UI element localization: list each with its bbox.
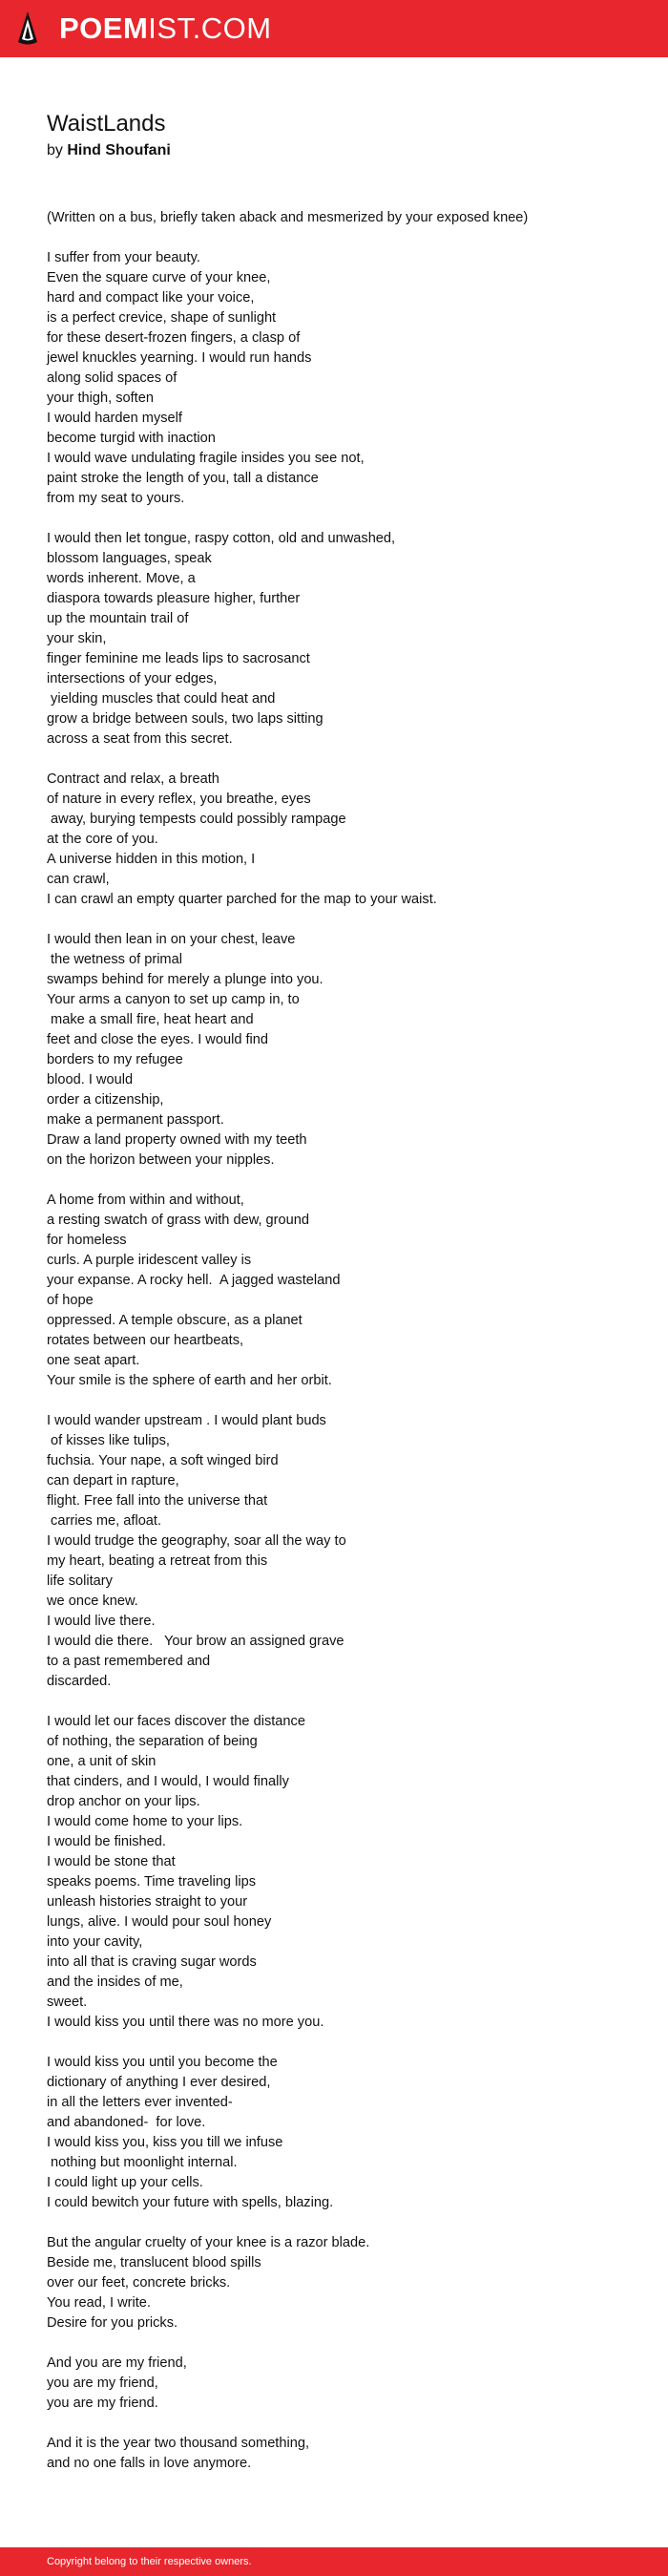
poem-line: of hope: [47, 1293, 94, 1308]
poem-line: (Written on a bus, briefly taken aback and mesmerized by your exposed knee): [47, 210, 529, 225]
poem-stanza: [47, 208, 648, 228]
poem-line: blossom languages, speak: [47, 551, 212, 566]
poem-stanza: [47, 2354, 648, 2414]
poem-stanza: [47, 248, 648, 509]
poem-line: of nothing, the separation of being: [47, 1734, 258, 1749]
poem-stanza: [47, 2434, 648, 2474]
poem-line: on the horizon between your nipples.: [47, 1152, 275, 1168]
poem-line: I would then lean in on your chest, leave: [47, 932, 296, 947]
poem-line: the wetness of primal: [47, 952, 182, 967]
poem-line: I would kiss you until there was no more you.: [47, 2015, 324, 2030]
poem-line: And it is the year two thousand something,: [47, 2436, 310, 2451]
poem-line: I would die there. Your brow an assigned grave: [47, 1634, 344, 1649]
poem-line: a resting swatch of grass with dew, ground: [47, 1213, 309, 1228]
poem-line: diaspora towards pleasure higher, further: [47, 591, 301, 606]
poem-line: to a past remembered and: [47, 1654, 211, 1669]
pen-nib-icon[interactable]: [16, 11, 39, 49]
poem-line: feet and close the eyes. I would find: [47, 1032, 269, 1047]
poem-line: intersections of your edges,: [47, 671, 218, 686]
poem-line: from my seat to yours.: [47, 491, 185, 506]
poem-body: [47, 208, 648, 2494]
poem-line: sweet.: [47, 1995, 88, 2010]
poem-line: away, burying tempests could possibly rampage: [47, 812, 346, 827]
poem-line: of nature in every reflex, you breathe, eyes: [47, 792, 311, 807]
author-link[interactable]: Hind Shoufani: [67, 142, 171, 158]
poem-line: make a permanent passport.: [47, 1112, 224, 1128]
poem-line: swamps behind for merely a plunge into you.: [47, 972, 324, 987]
poem-line: Desire for you pricks.: [47, 2315, 178, 2331]
poem-line: fuchsia. Your nape, a soft winged bird: [47, 1453, 279, 1468]
poem-line: flight. Free fall into the universe that: [47, 1493, 268, 1509]
poem-line: Your smile is the sphere of earth and her orbit.: [47, 1373, 332, 1388]
poem-line: into all that is craving sugar words: [47, 1954, 257, 1970]
poem-line: I would kiss you, kiss you till we infuse: [47, 2135, 283, 2150]
poem-stanza: [47, 1191, 648, 1391]
poem-line: rotates between our heartbeats,: [47, 1333, 244, 1348]
poem-line: A universe hidden in this motion, I: [47, 852, 256, 867]
poem-line: and abandoned- for love.: [47, 2115, 206, 2130]
poem-line: we once knew.: [47, 1594, 138, 1609]
poem-line: over our feet, concrete bricks.: [47, 2275, 231, 2291]
poem-line: become turgid with inaction: [47, 431, 216, 446]
poem-line: I would be finished.: [47, 1834, 166, 1849]
poem-line: Even the square curve of your knee,: [47, 270, 271, 285]
poem-line: I would live there.: [47, 1614, 156, 1629]
poem-line: you are my friend.: [47, 2396, 158, 2411]
poem-line: blood. I would: [47, 1072, 134, 1087]
poem-line: of kisses like tulips,: [47, 1433, 170, 1448]
poem-line: dictionary of anything I ever desired,: [47, 2075, 271, 2090]
byline: [47, 141, 171, 160]
poem-line: I would come home to your lips.: [47, 1814, 243, 1829]
poem-line: Draw a land property owned with my teeth: [47, 1132, 307, 1148]
poem-line: along solid spaces of: [47, 370, 177, 386]
poem-line: I would trudge the geography, soar all the way to: [47, 1533, 346, 1549]
poem-line: make a small fire, heat heart and: [47, 1012, 254, 1027]
poem-line: into your cavity,: [47, 1934, 143, 1950]
poem-line: your thigh, soften: [47, 391, 154, 406]
site-footer: [0, 2547, 668, 2576]
poem-line: grow a bridge between souls, two laps sitting: [47, 711, 324, 727]
poem-line: I would harden myself: [47, 411, 182, 426]
poem-line: drop anchor on your lips.: [47, 1794, 200, 1809]
poem-line: jewel knuckles yearning. I would run hands: [47, 350, 312, 366]
poem-line: and no one falls in love anymore.: [47, 2456, 252, 2471]
poem-line: I would let our faces discover the distance: [47, 1714, 305, 1729]
poem-line: And you are my friend,: [47, 2355, 187, 2371]
poem-line: one, a unit of skin: [47, 1754, 157, 1769]
copyright-text: Copyright belong to their respective owners.: [47, 2556, 252, 2567]
poem-line: But the angular cruelty of your knee is a razor blade.: [47, 2235, 370, 2250]
poem-line: one seat apart.: [47, 1353, 140, 1368]
poem-line: words inherent. Move, a: [47, 571, 196, 586]
poem-stanza: [47, 770, 648, 910]
poem-line: speaks poems. Time traveling lips: [47, 1874, 256, 1890]
poem-line: A home from within and without,: [47, 1193, 244, 1208]
poem-line: and the insides of me,: [47, 1974, 183, 1990]
poem-stanza: [47, 930, 648, 1171]
poem-line: yielding muscles that could heat and: [47, 691, 276, 707]
logo-light-text: IST.COM: [148, 11, 272, 45]
poem-line: for homeless: [47, 1233, 127, 1248]
poem-line: I can crawl an empty quarter parched for the map to your waist.: [47, 892, 437, 907]
poem-line: can depart in rapture,: [47, 1473, 179, 1489]
poem-line: your expanse. A rocky hell. A jagged wasteland: [47, 1273, 341, 1288]
logo-bold-text: POEM: [59, 11, 149, 45]
poem-line: You read, I write.: [47, 2295, 151, 2311]
poem-line: curls. A purple iridescent valley is: [47, 1253, 252, 1268]
poem-line: carries me, afloat.: [47, 1513, 162, 1529]
poem-line: can crawl,: [47, 872, 110, 887]
poem-line: order a citizenship,: [47, 1092, 164, 1108]
poem-stanza: [47, 1712, 648, 2033]
poem-line: my heart, beating a retreat from this: [47, 1553, 268, 1569]
poem-title: WaistLands: [47, 111, 166, 137]
poem-line: Beside me, translucent blood spills: [47, 2255, 261, 2270]
poem-line: you are my friend,: [47, 2375, 158, 2391]
poem-line: I would kiss you until you become the: [47, 2055, 278, 2070]
poem-line: hard and compact like your voice,: [47, 290, 255, 306]
poem-line: borders to my refugee: [47, 1052, 183, 1067]
poem-line: I could light up your cells.: [47, 2175, 203, 2190]
poem-stanza: [47, 2233, 648, 2333]
poem-line: in all the letters ever invented-: [47, 2095, 233, 2110]
poem-line: I could bewitch your future with spells, blazing.: [47, 2195, 334, 2210]
poem-line: for these desert-frozen fingers, a clasp of: [47, 330, 301, 346]
poem-stanza: [47, 1411, 648, 1692]
site-header: [0, 0, 668, 57]
poem-line: paint stroke the length of you, tall a distance: [47, 471, 319, 486]
poem-line: life solitary: [47, 1573, 113, 1589]
poem-line: Contract and relax, a breath: [47, 771, 219, 787]
by-label: by: [47, 142, 63, 158]
poem-line: I would wander upstream . I would plant buds: [47, 1413, 326, 1428]
poem-stanza: [47, 529, 648, 750]
poem-line: discarded.: [47, 1674, 112, 1689]
poem-line: I would be stone that: [47, 1854, 176, 1869]
poem-line: up the mountain trail of: [47, 611, 189, 626]
poem-line: your skin,: [47, 631, 107, 646]
site-logo[interactable]: [59, 12, 272, 45]
poem-line: Your arms a canyon to set up camp in, to: [47, 992, 300, 1007]
poem-line: at the core of you.: [47, 832, 158, 847]
poem-line: nothing but moonlight internal.: [47, 2155, 238, 2170]
poem-line: unleash histories straight to your: [47, 1894, 248, 1910]
poem-line: across a seat from this secret.: [47, 731, 233, 747]
poem-line: lungs, alive. I would pour soul honey: [47, 1914, 272, 1930]
poem-line: that cinders, and I would, I would finally: [47, 1774, 289, 1789]
poem-line: I suffer from your beauty.: [47, 250, 200, 265]
poem-line: I would wave undulating fragile insides you see not,: [47, 451, 365, 466]
poem-line: finger feminine me leads lips to sacrosanct: [47, 651, 310, 666]
poem-stanza: [47, 2053, 648, 2213]
poem-line: oppressed. A temple obscure, as a planet: [47, 1313, 303, 1328]
poem-line: I would then let tongue, raspy cotton, old and unwashed,: [47, 531, 396, 546]
poem-line: is a perfect crevice, shape of sunlight: [47, 310, 277, 326]
